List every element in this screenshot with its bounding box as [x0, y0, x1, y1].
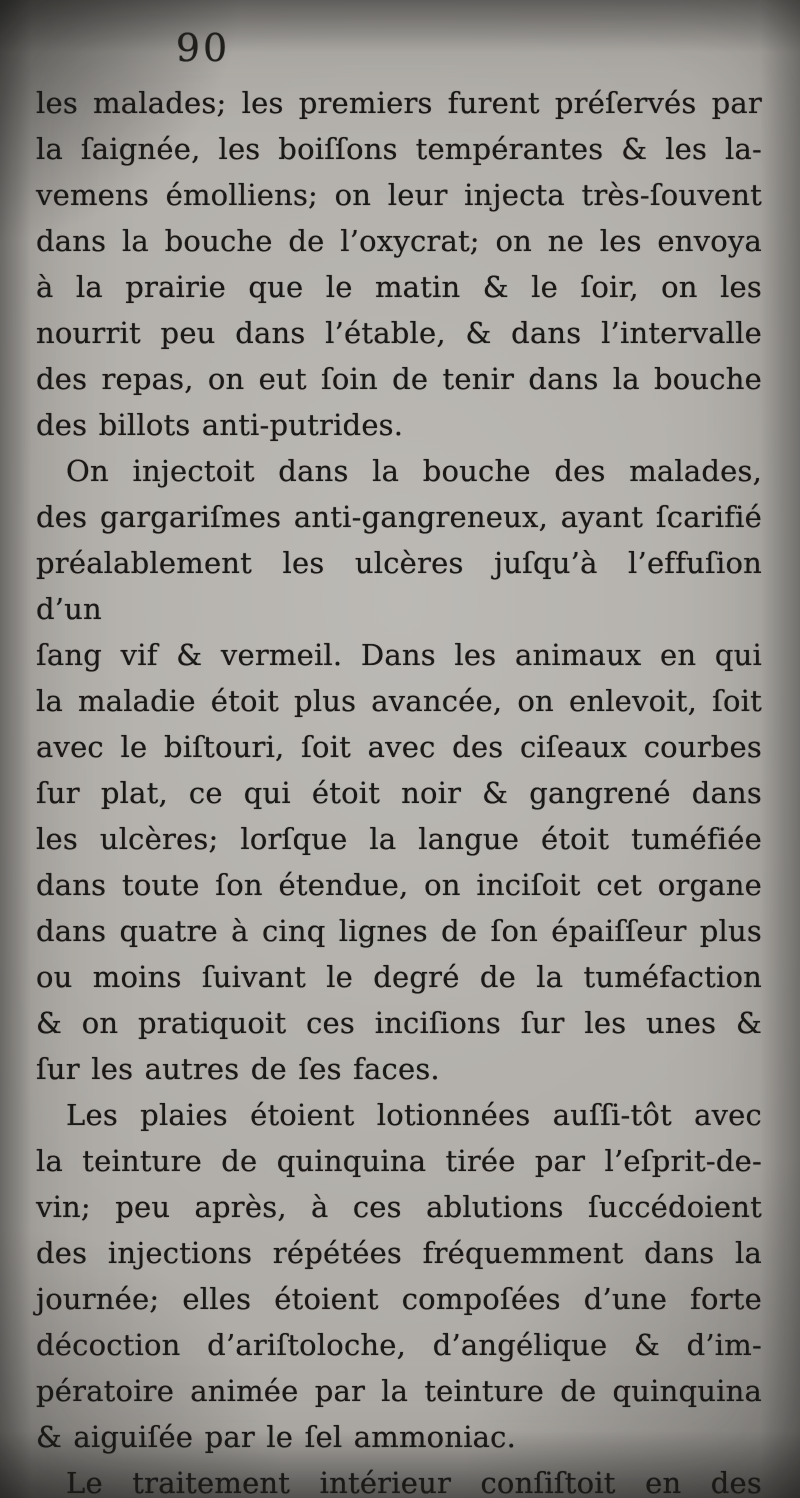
page-number: 90 [175, 26, 231, 70]
text-line: la teinture de quinquina tirée par l’eſprit-de- [36, 1144, 762, 1178]
text-line: préalablement les ulcères juſqu’à l’effuſion d’un [36, 546, 762, 626]
text-line: On injectoit dans la bouche des malades, [66, 454, 762, 488]
text-line: Le traitement intérieur conſiſtoit en des [66, 1466, 762, 1498]
text-line: & on pratiquoit ces inciſions ſur les unes & [36, 1006, 762, 1040]
text-line: ou moins ſuivant le degré de la tuméfaction [36, 960, 762, 994]
text-line: pératoire animée par la teinture de quinquina [36, 1374, 762, 1408]
text-line: dans la bouche de l’oxycrat; on ne les envoya [36, 224, 762, 258]
text-line: nourrit peu dans l’étable, & dans l’intervalle [36, 316, 762, 350]
text-block [36, 80, 762, 1498]
text-line: dans toute ſon étendue, on inciſoit cet organe [36, 868, 762, 902]
text-line: des billots anti-putrides. [36, 408, 404, 442]
paragraph [36, 80, 762, 448]
text-line: vin; peu après, à ces ablutions ſuccédoient [36, 1190, 762, 1224]
paragraph [36, 448, 762, 1092]
text-line: les malades; les premiers furent préſervés par [36, 86, 762, 120]
text-line: décoction d’ariſtoloche, d’angélique & d’im- [36, 1328, 762, 1362]
text-line: des repas, on eut ſoin de tenir dans la bouche [36, 362, 762, 396]
paragraph [36, 1460, 762, 1498]
paragraph [36, 1092, 762, 1460]
text-line: la ſaignée, les boiſſons tempérantes & les la- [36, 132, 762, 166]
text-line: des injections répétées fréquemment dans la [36, 1236, 762, 1270]
text-line: des gargariſmes anti-gangreneux, ayant ſcarifié [36, 500, 762, 534]
text-line: Les plaies étoient lotionnées auſſi-tôt avec [66, 1098, 762, 1132]
text-line: les ulcères; lorſque la langue étoit tuméfiée [36, 822, 762, 856]
text-line: avec le biſtouri, ſoit avec des ciſeaux courbes [36, 730, 762, 764]
text-line: à la prairie que le matin & le ſoir, on les [36, 270, 762, 304]
text-line: ſang vif & vermeil. Dans les animaux en qui [36, 638, 762, 672]
text-line: journée; elles étoient compoſées d’une forte [36, 1282, 762, 1316]
text-line: ſur les autres de ſes faces. [36, 1052, 440, 1086]
text-line: vemens émolliens; on leur injecta très-ſouvent [36, 178, 762, 212]
text-line: ſur plat, ce qui étoit noir & gangrené dans [36, 776, 762, 810]
text-line: dans quatre à cinq lignes de ſon épaiſſeur plus [36, 914, 762, 948]
text-line: & aiguiſée par le ſel ammoniac. [36, 1420, 517, 1454]
text-line: la maladie étoit plus avancée, on enlevoit, ſoit [36, 684, 762, 718]
